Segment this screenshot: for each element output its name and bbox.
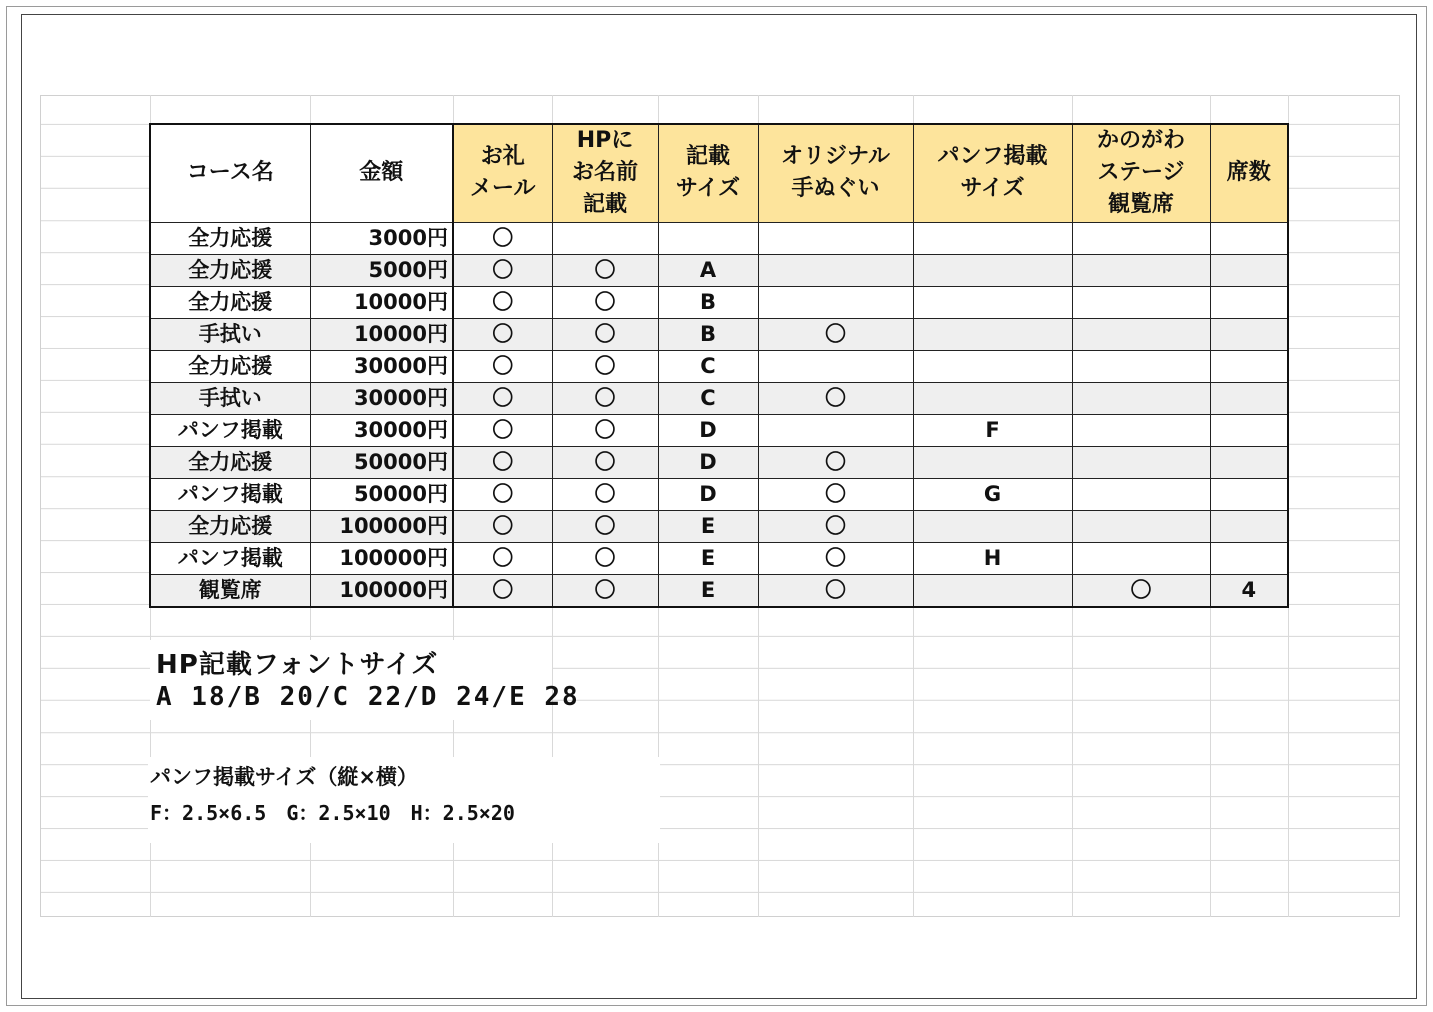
table-cell [913, 318, 1072, 350]
table-cell: D [658, 478, 758, 510]
table-row [150, 574, 1288, 607]
table-cell [913, 382, 1072, 414]
table-cell: 50000円 [310, 446, 453, 478]
column-header: 金額 [310, 124, 453, 222]
table-cell: 〇 [552, 574, 658, 607]
table-cell: 〇 [552, 478, 658, 510]
table-cell: パンフ掲載 [150, 478, 310, 510]
table-cell: 手拭い [150, 318, 310, 350]
table-cell [1210, 286, 1288, 318]
table-cell: 〇 [552, 318, 658, 350]
table-cell [758, 254, 913, 286]
table-cell: E [658, 574, 758, 607]
table-cell [1072, 382, 1210, 414]
table-cell [913, 446, 1072, 478]
table-cell [758, 350, 913, 382]
table-cell [552, 222, 658, 254]
table-row [150, 542, 1288, 574]
table-cell [1072, 318, 1210, 350]
table-cell [913, 254, 1072, 286]
table-cell: C [658, 382, 758, 414]
table-cell: 10000円 [310, 286, 453, 318]
table-cell [758, 222, 913, 254]
table-row [150, 510, 1288, 542]
table-cell: 〇 [453, 222, 552, 254]
table-cell: 〇 [453, 318, 552, 350]
table-cell: E [658, 542, 758, 574]
table-cell: 〇 [453, 446, 552, 478]
table-cell [1210, 222, 1288, 254]
table-cell [913, 222, 1072, 254]
table-cell [1210, 478, 1288, 510]
table-cell: 観覧席 [150, 574, 310, 607]
table-cell: D [658, 446, 758, 478]
table-cell: 30000円 [310, 414, 453, 446]
column-header: お礼 メール [453, 124, 552, 222]
font-size-note-title: HP記載フォントサイズ [156, 650, 439, 680]
table-cell: 全力応援 [150, 286, 310, 318]
table-cell: 〇 [552, 542, 658, 574]
table-cell: 〇 [552, 254, 658, 286]
column-header: HPに お名前 記載 [552, 124, 658, 222]
column-header: オリジナル 手ぬぐい [758, 124, 913, 222]
table-row [150, 222, 1288, 254]
table-row [150, 446, 1288, 478]
course-table [149, 123, 1289, 608]
table-cell: 4 [1210, 574, 1288, 607]
column-header: 記載 サイズ [658, 124, 758, 222]
table-cell: 〇 [453, 286, 552, 318]
table-cell [1072, 446, 1210, 478]
table-cell: パンフ掲載 [150, 414, 310, 446]
table-row [150, 350, 1288, 382]
table-cell: 〇 [453, 350, 552, 382]
table-row [150, 318, 1288, 350]
table-cell: B [658, 286, 758, 318]
table-cell: 3000円 [310, 222, 453, 254]
table-cell [1072, 222, 1210, 254]
table-row [150, 414, 1288, 446]
table-cell [1072, 542, 1210, 574]
table-cell [1210, 510, 1288, 542]
table-cell: D [658, 414, 758, 446]
table-cell [1072, 350, 1210, 382]
table-cell: 〇 [758, 382, 913, 414]
pamphlet-size-note [148, 757, 660, 843]
table-cell: F [913, 414, 1072, 446]
table-cell: E [658, 510, 758, 542]
table-body [150, 222, 1288, 607]
table-cell: G [913, 478, 1072, 510]
table-cell: 〇 [453, 542, 552, 574]
table-cell: 全力応援 [150, 222, 310, 254]
table-cell [913, 510, 1072, 542]
column-header: コース名 [150, 124, 310, 222]
table-cell [1210, 318, 1288, 350]
table-cell [913, 574, 1072, 607]
table-cell [1210, 382, 1288, 414]
table-cell [1072, 510, 1210, 542]
table-cell: 100000円 [310, 542, 453, 574]
table-cell: 100000円 [310, 510, 453, 542]
table-cell [1210, 446, 1288, 478]
table-cell: C [658, 350, 758, 382]
table-cell [1210, 350, 1288, 382]
table-cell [658, 222, 758, 254]
table-cell: 〇 [758, 446, 913, 478]
table-cell: 〇 [453, 254, 552, 286]
table-cell: 〇 [552, 510, 658, 542]
table-cell: 100000円 [310, 574, 453, 607]
table-cell [1210, 254, 1288, 286]
table-cell: 〇 [758, 574, 913, 607]
table-cell [1072, 478, 1210, 510]
table-cell [758, 286, 913, 318]
table-cell: 〇 [453, 574, 552, 607]
table-cell: 〇 [552, 382, 658, 414]
table-cell: H [913, 542, 1072, 574]
table-cell: 〇 [552, 446, 658, 478]
table-cell: 30000円 [310, 382, 453, 414]
table-cell: 〇 [758, 542, 913, 574]
table-cell: 〇 [552, 414, 658, 446]
table-cell: 〇 [453, 510, 552, 542]
table-cell: 5000円 [310, 254, 453, 286]
table-cell: 30000円 [310, 350, 453, 382]
table-cell: 〇 [453, 414, 552, 446]
column-header: 席数 [1210, 124, 1288, 222]
table-cell: 全力応援 [150, 446, 310, 478]
pamphlet-size-note-values: F：2.5×6.5 G：2.5×10 H：2.5×20 [150, 801, 515, 825]
table-row [150, 286, 1288, 318]
table-cell [913, 350, 1072, 382]
table-cell: 〇 [758, 510, 913, 542]
table-cell: 50000円 [310, 478, 453, 510]
column-header: パンフ掲載 サイズ [913, 124, 1072, 222]
font-size-note [150, 640, 580, 720]
table-cell [1072, 414, 1210, 446]
table-row [150, 478, 1288, 510]
pamphlet-size-note-title: パンフ掲載サイズ（縦×横） [150, 765, 418, 789]
table-cell: A [658, 254, 758, 286]
table-cell [1072, 286, 1210, 318]
table-cell: 〇 [758, 318, 913, 350]
table-cell: 〇 [758, 478, 913, 510]
table-cell: 〇 [1072, 574, 1210, 607]
table-cell [758, 414, 913, 446]
header-row [150, 124, 1288, 222]
table-cell: B [658, 318, 758, 350]
table-cell: 全力応援 [150, 510, 310, 542]
table-cell [913, 286, 1072, 318]
table-cell: 〇 [552, 286, 658, 318]
table-cell: 〇 [453, 382, 552, 414]
table-cell: 〇 [552, 350, 658, 382]
table-cell: 全力応援 [150, 350, 310, 382]
table-cell: パンフ掲載 [150, 542, 310, 574]
table-cell: 手拭い [150, 382, 310, 414]
font-size-note-values: A 18/B 20/C 22/D 24/E 28 [156, 682, 580, 712]
table-cell: 〇 [453, 478, 552, 510]
table-row [150, 382, 1288, 414]
table-cell [1072, 254, 1210, 286]
table-cell [1210, 414, 1288, 446]
table-cell [1210, 542, 1288, 574]
table-cell: 全力応援 [150, 254, 310, 286]
column-header: かのがわ ステージ 観覧席 [1072, 124, 1210, 222]
table-row [150, 254, 1288, 286]
table-cell: 10000円 [310, 318, 453, 350]
